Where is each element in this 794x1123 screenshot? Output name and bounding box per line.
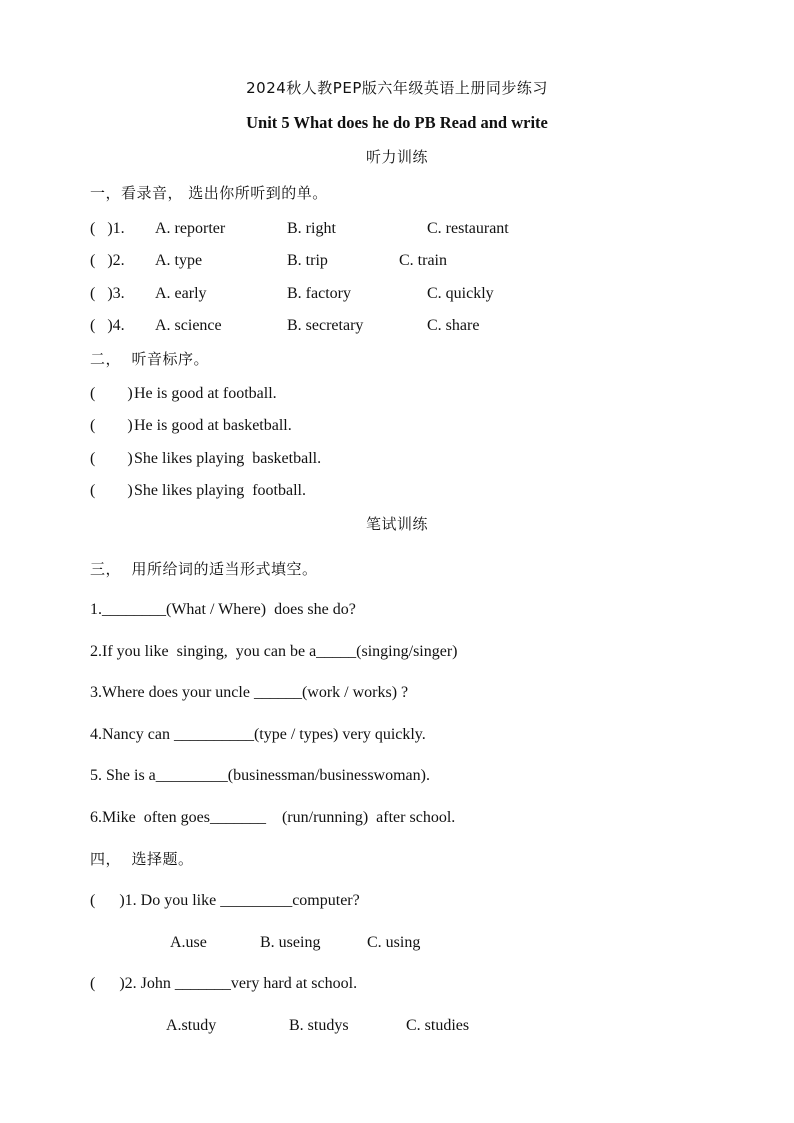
part1-title: 一，看录音， 选出你所听到的单。 xyxy=(90,184,328,202)
answer-bracket: ( ) xyxy=(90,417,133,434)
option-c: C. restaurant xyxy=(427,220,509,237)
option-a: A. early xyxy=(155,285,207,302)
item-number: ( )4. xyxy=(90,317,125,334)
listening-heading: 听力训练 xyxy=(365,148,428,166)
option-a: A. reporter xyxy=(155,220,226,237)
option-b: B. factory xyxy=(287,285,351,302)
sentence: He is good at basketball. xyxy=(134,417,292,434)
page-subtitle: Unit 5 What does he do PB Read and write xyxy=(246,113,548,132)
question-stem: ( )1. Do you like _________computer? xyxy=(90,892,360,909)
option-b: B. studys xyxy=(289,1017,349,1034)
fill-blank-item: 1.________(What / Where) does she do? xyxy=(90,601,356,618)
option-b: B. secretary xyxy=(287,317,364,334)
option-a: A.use xyxy=(170,934,207,951)
option-c: C. studies xyxy=(406,1017,470,1034)
sentence: She likes playing football. xyxy=(134,482,306,499)
option-a: A. science xyxy=(155,317,222,334)
fill-blank-item: 5. She is a_________(businessman/businesswoman). xyxy=(90,767,430,784)
option-c: C. quickly xyxy=(427,285,494,302)
sentence: He is good at football. xyxy=(134,385,277,402)
item-number: ( )2. xyxy=(90,252,125,269)
part4-title: 四， 选择题。 xyxy=(90,850,194,868)
written-heading: 笔试训练 xyxy=(365,515,428,533)
part2-title: 二， 听音标序。 xyxy=(90,350,210,368)
item-number: ( )1. xyxy=(90,220,125,237)
item-number: ( )3. xyxy=(90,285,125,302)
fill-blank-item: 2.If you like singing, you can be a_____(singing/singer) xyxy=(90,643,458,660)
question-stem: ( )2. John _______very hard at school. xyxy=(90,975,358,992)
option-c: C. using xyxy=(367,934,421,951)
answer-bracket: ( ) xyxy=(90,450,133,467)
answer-bracket: ( ) xyxy=(90,385,133,402)
page-title: 2024秋人教PEP版六年级英语上册同步练习 xyxy=(246,79,548,97)
option-b: B. trip xyxy=(287,252,328,269)
option-b: B. useing xyxy=(260,934,321,951)
fill-blank-item: 3.Where does your uncle ______(work / works) ? xyxy=(90,684,409,701)
option-a: A. type xyxy=(155,252,203,269)
option-c: C. share xyxy=(427,317,480,334)
sentence: She likes playing basketball. xyxy=(134,450,322,467)
option-a: A.study xyxy=(166,1017,217,1034)
fill-blank-item: 6.Mike often goes_______ (run/running) after school. xyxy=(90,809,456,826)
option-b: B. right xyxy=(287,220,336,237)
option-c: C. train xyxy=(399,252,447,269)
fill-blank-item: 4.Nancy can __________(type / types) very quickly. xyxy=(90,726,426,743)
answer-bracket: ( ) xyxy=(90,482,133,499)
part3-title: 三， 用所给词的适当形式填空。 xyxy=(90,560,318,578)
